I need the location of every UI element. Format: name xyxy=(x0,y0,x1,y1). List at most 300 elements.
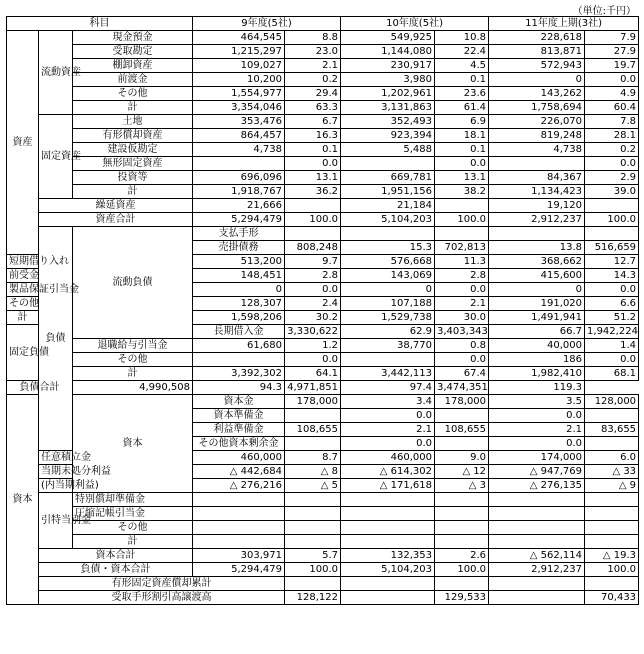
ratio-cell: 14.3 xyxy=(585,269,639,283)
ratio-cell: 23.0 xyxy=(285,45,341,59)
ratio-cell: 8.7 xyxy=(285,451,341,465)
amount-cell: 1,215,297 xyxy=(193,45,285,59)
ratio-cell: 13.1 xyxy=(435,171,489,185)
row-rs1 xyxy=(7,493,639,507)
ratio-cell xyxy=(585,493,639,507)
amount-cell: 513,200 xyxy=(193,255,285,269)
amount-cell: △ 171,618 xyxy=(341,479,435,493)
amount-cell xyxy=(585,409,639,423)
amount-cell: 10,200 xyxy=(193,73,285,87)
row-label: その他 xyxy=(7,297,39,311)
amount-cell: 1,529,738 xyxy=(341,311,435,325)
ratio-cell: 100.0 xyxy=(435,213,489,227)
amount-cell xyxy=(193,535,285,549)
amount-cell: 1,554,977 xyxy=(193,87,285,101)
amount-cell: 109,027 xyxy=(193,59,285,73)
ratio-cell: △ 5 xyxy=(285,479,341,493)
ratio-cell: 13.1 xyxy=(285,171,341,185)
row-label: 投資等 xyxy=(73,171,193,185)
ratio-cell xyxy=(285,521,341,535)
amount-cell: 5,104,203 xyxy=(341,213,435,227)
ratio-cell: 15.3 xyxy=(341,241,435,255)
amount-cell: 84,367 xyxy=(489,171,585,185)
group-fixed_assets: 固定資産 xyxy=(39,115,73,199)
amount-cell: 2,912,237 xyxy=(489,213,585,227)
amount-cell xyxy=(285,227,341,241)
row-label: 現金預金 xyxy=(73,31,193,45)
ratio-cell: 6.6 xyxy=(585,297,639,311)
row-label: 前受金 xyxy=(7,269,39,283)
amount-cell: 549,925 xyxy=(341,31,435,45)
ratio-cell: 18.1 xyxy=(435,129,489,143)
header-row xyxy=(7,17,639,31)
amount-cell: 3,474,351 xyxy=(435,381,489,395)
ratio-cell: 6.9 xyxy=(435,115,489,129)
ratio-cell: 13.8 xyxy=(489,241,585,255)
ratio-cell: 0.0 xyxy=(435,283,489,297)
group-capital_section: 資本 xyxy=(7,395,39,605)
ratio-cell: △ 3 xyxy=(435,479,489,493)
ratio-cell xyxy=(285,535,341,549)
ratio-cell: 0.0 xyxy=(585,73,639,87)
ratio-cell: 62.9 xyxy=(341,325,435,339)
ratio-cell: 0.0 xyxy=(585,157,639,171)
ratio-cell: 12.7 xyxy=(585,255,639,269)
ratio-cell xyxy=(435,521,489,535)
amount-cell: 38,770 xyxy=(341,339,435,353)
amount-cell: 107,188 xyxy=(341,297,435,311)
ratio-cell: 23.6 xyxy=(435,87,489,101)
amount-cell: 5,488 xyxy=(341,143,435,157)
amount-cell: 1,202,961 xyxy=(341,87,435,101)
amount-cell xyxy=(193,507,285,521)
ratio-cell: 0.1 xyxy=(285,143,341,157)
amount-cell xyxy=(489,535,585,549)
amount-cell: 1,918,767 xyxy=(193,185,285,199)
amount-cell xyxy=(285,437,341,451)
amount-cell xyxy=(435,409,489,423)
row-cp1 xyxy=(7,395,639,409)
ratio-cell: 61.4 xyxy=(435,101,489,115)
row-def xyxy=(7,199,639,213)
ratio-cell: 5.7 xyxy=(285,549,341,563)
row-label: 圧縮記帳引当金 xyxy=(73,507,193,521)
row-label: 土地 xyxy=(73,115,193,129)
ratio-cell: 100.0 xyxy=(585,213,639,227)
amount-cell: 5,294,479 xyxy=(193,563,285,577)
row-fa4 xyxy=(7,157,639,171)
amount-cell xyxy=(585,227,639,241)
amount-cell: 3,980 xyxy=(341,73,435,87)
ratio-cell: 0.0 xyxy=(341,409,435,423)
amount-cell: 516,659 xyxy=(585,241,639,255)
amount-cell: 178,000 xyxy=(435,395,489,409)
amount-cell xyxy=(285,577,341,591)
ratio-cell: 4.9 xyxy=(585,87,639,101)
row-label: 受取勘定 xyxy=(73,45,193,59)
amount-cell: 108,655 xyxy=(435,423,489,437)
amount-cell xyxy=(193,157,285,171)
row-label: 受取手形割引高譲渡高 xyxy=(39,591,285,605)
ratio-cell xyxy=(341,591,435,605)
ratio-cell: 0.0 xyxy=(285,157,341,171)
ratio-cell: 38.2 xyxy=(435,185,489,199)
ratio-cell xyxy=(489,227,585,241)
ratio-cell: 100.0 xyxy=(435,563,489,577)
ratio-cell xyxy=(585,507,639,521)
ratio-cell xyxy=(489,591,585,605)
ratio-cell xyxy=(585,199,639,213)
ratio-cell: 63.3 xyxy=(285,101,341,115)
amount-cell: 0 xyxy=(489,283,585,297)
group-assets: 資産 xyxy=(7,31,39,255)
amount-cell: 174,000 xyxy=(489,451,585,465)
ratio-cell: △ 9 xyxy=(585,479,639,493)
amount-cell: 4,738 xyxy=(193,143,285,157)
amount-cell: 0 xyxy=(489,73,585,87)
group-reserves: 引特当別金 xyxy=(39,493,73,549)
amount-cell: 572,943 xyxy=(489,59,585,73)
amount-cell xyxy=(585,577,639,591)
row-label: その他 xyxy=(73,87,193,101)
balance-sheet-table xyxy=(6,16,639,605)
row-label: 退職給与引当金 xyxy=(73,339,193,353)
ratio-cell: 2.9 xyxy=(585,171,639,185)
amount-cell: △ 562,114 xyxy=(489,549,585,563)
amount-cell: 19,120 xyxy=(489,199,585,213)
amount-cell: 40,000 xyxy=(489,339,585,353)
amount-cell: 5,104,203 xyxy=(341,563,435,577)
amount-cell: 415,600 xyxy=(489,269,585,283)
amount-cell xyxy=(489,493,585,507)
ratio-cell xyxy=(285,199,341,213)
amount-cell: 576,668 xyxy=(341,255,435,269)
row-label: その他 xyxy=(73,521,193,535)
amount-cell xyxy=(489,507,585,521)
ratio-cell: △ 12 xyxy=(435,465,489,479)
ratio-cell: 67.4 xyxy=(435,367,489,381)
ratio-cell xyxy=(585,535,639,549)
ratio-cell: 7.9 xyxy=(585,31,639,45)
ratio-cell: 9.7 xyxy=(285,255,341,269)
ratio-cell: 0.0 xyxy=(285,353,341,367)
row-rs3 xyxy=(7,521,639,535)
ratio-cell: 11.3 xyxy=(435,255,489,269)
amount-cell: 1,942,224 xyxy=(585,325,639,339)
row-cl1 xyxy=(7,227,639,241)
row-label: 任意積立金 xyxy=(39,451,73,465)
ratio-cell: 94.3 xyxy=(193,381,285,395)
group-fixed_liab: 固定負債 xyxy=(7,325,39,381)
amount-cell: 228,618 xyxy=(489,31,585,45)
amount-cell xyxy=(341,157,435,171)
ratio-cell: 64.1 xyxy=(285,367,341,381)
amount-cell: 128,000 xyxy=(585,395,639,409)
ratio-cell: 0.0 xyxy=(435,157,489,171)
group-current_assets: 流動資産 xyxy=(39,31,73,115)
row-label: 計 xyxy=(73,367,193,381)
row-label: 製品保証引当金 xyxy=(7,283,39,297)
ratio-cell: 0.8 xyxy=(435,339,489,353)
amount-cell: 3,403,343 xyxy=(435,325,489,339)
amount-cell: 464,545 xyxy=(193,31,285,45)
ratio-cell: 0.0 xyxy=(489,409,585,423)
ratio-cell: 27.9 xyxy=(585,45,639,59)
row-fl2 xyxy=(7,339,639,353)
amount-cell xyxy=(341,353,435,367)
ratio-cell: 0.0 xyxy=(435,353,489,367)
ratio-cell: △ 19.3 xyxy=(585,549,639,563)
amount-cell: △ 442,684 xyxy=(193,465,285,479)
amount-cell: 226,070 xyxy=(489,115,585,129)
amount-cell: △ 614,302 xyxy=(341,465,435,479)
ratio-cell xyxy=(489,577,585,591)
amount-cell xyxy=(285,409,341,423)
row-fa2 xyxy=(7,129,639,143)
ratio-cell: 3.4 xyxy=(341,395,435,409)
amount-cell: 108,655 xyxy=(285,423,341,437)
ratio-cell: 2.1 xyxy=(435,297,489,311)
row-label: 支払手形 xyxy=(193,227,285,241)
header-item: 科目 xyxy=(7,17,193,31)
ratio-cell: 19.7 xyxy=(585,59,639,73)
amount-cell: 3,392,302 xyxy=(193,367,285,381)
group-liabilities: 負債 xyxy=(39,227,73,451)
row-tlc xyxy=(7,563,639,577)
row-label: 無形固定資産 xyxy=(73,157,193,171)
row-label: 前渡金 xyxy=(73,73,193,87)
row-ca1 xyxy=(7,31,639,45)
amount-cell xyxy=(193,521,285,535)
ratio-cell: 100.0 xyxy=(585,563,639,577)
amount-cell: 696,096 xyxy=(193,171,285,185)
ratio-cell xyxy=(285,493,341,507)
row-label: 資本金 xyxy=(193,395,285,409)
amount-cell: 368,662 xyxy=(489,255,585,269)
ratio-cell: 0.0 xyxy=(285,283,341,297)
amount-cell xyxy=(341,507,435,521)
row-fa3 xyxy=(7,143,639,157)
amount-cell: 83,655 xyxy=(585,423,639,437)
row-ca6 xyxy=(7,101,639,115)
amount-cell: △ 276,135 xyxy=(489,479,585,493)
ratio-cell: 2.8 xyxy=(285,269,341,283)
ratio-cell xyxy=(341,227,435,241)
group-current_liab: 流動負債 xyxy=(73,227,193,339)
row-label: 有形償却資産 xyxy=(73,129,193,143)
row-label: 負債合計 xyxy=(7,381,73,395)
amount-cell: 303,971 xyxy=(193,549,285,563)
amount-cell: 702,813 xyxy=(435,241,489,255)
ratio-cell: 8.8 xyxy=(285,31,341,45)
ratio-cell: 2.6 xyxy=(435,549,489,563)
unit-note: （単位:千円） xyxy=(572,6,636,17)
amount-cell xyxy=(193,493,285,507)
amount-cell: 1,951,156 xyxy=(341,185,435,199)
row-label: 繰延資産 xyxy=(39,199,193,213)
amount-cell: 129,533 xyxy=(435,591,489,605)
ratio-cell xyxy=(435,493,489,507)
amount-cell: 21,666 xyxy=(193,199,285,213)
amount-cell: 1,598,206 xyxy=(193,311,285,325)
amount-cell: 1,982,410 xyxy=(489,367,585,381)
amount-cell: 61,680 xyxy=(193,339,285,353)
amount-cell: 132,353 xyxy=(341,549,435,563)
ratio-cell: 119.3 xyxy=(489,381,585,395)
row-label: 当期未処分利益 xyxy=(39,465,73,479)
row-ca2 xyxy=(7,45,639,59)
ratio-cell: 4.5 xyxy=(435,59,489,73)
amount-cell: 230,917 xyxy=(341,59,435,73)
ratio-cell: 100.0 xyxy=(285,563,341,577)
ratio-cell: 68.1 xyxy=(585,367,639,381)
ratio-cell: 51.2 xyxy=(585,311,639,325)
amount-cell: △ 276,216 xyxy=(193,479,285,493)
row-tasset xyxy=(7,213,639,227)
amount-cell: 352,493 xyxy=(341,115,435,129)
ratio-cell: 30.0 xyxy=(435,311,489,325)
amount-cell xyxy=(489,521,585,535)
amount-cell: 819,248 xyxy=(489,129,585,143)
row-ca5 xyxy=(7,87,639,101)
amount-cell: 21,184 xyxy=(341,199,435,213)
ratio-cell xyxy=(435,199,489,213)
amount-cell: 3,330,622 xyxy=(285,325,341,339)
row-label: 計 xyxy=(73,101,193,115)
row-label: 計 xyxy=(73,535,193,549)
amount-cell xyxy=(489,157,585,171)
amount-cell xyxy=(341,493,435,507)
row-ca4 xyxy=(7,73,639,87)
row-label: 利益準備金 xyxy=(193,423,285,437)
amount-cell xyxy=(193,353,285,367)
ratio-cell: △ 8 xyxy=(285,465,341,479)
row-fa6 xyxy=(7,185,639,199)
row-label: 有形固定資産償却累計 xyxy=(39,577,285,591)
ratio-cell xyxy=(285,507,341,521)
row-fa5 xyxy=(7,171,639,185)
row-label: 資本合計 xyxy=(39,549,193,563)
row-disc xyxy=(7,591,639,605)
ratio-cell xyxy=(435,507,489,521)
row-tliab xyxy=(7,381,639,395)
amount-cell xyxy=(341,535,435,549)
amount-cell: 460,000 xyxy=(341,451,435,465)
ratio-cell: 0.0 xyxy=(585,353,639,367)
amount-cell: 1,758,694 xyxy=(489,101,585,115)
ratio-cell xyxy=(585,521,639,535)
ratio-cell: 6.7 xyxy=(285,115,341,129)
row-fl4 xyxy=(7,367,639,381)
ratio-cell: 0.0 xyxy=(585,283,639,297)
amount-cell: 813,871 xyxy=(489,45,585,59)
ratio-cell: 100.0 xyxy=(285,213,341,227)
amount-cell: 128,307 xyxy=(193,297,285,311)
ratio-cell: 0.2 xyxy=(585,143,639,157)
amount-cell: 148,451 xyxy=(193,269,285,283)
row-cp6 xyxy=(7,465,639,479)
row-label: 資本準備金 xyxy=(193,409,285,423)
amount-cell: 0 xyxy=(193,283,285,297)
amount-cell: 3,442,113 xyxy=(341,367,435,381)
ratio-cell: 66.7 xyxy=(489,325,585,339)
ratio-cell: 2.8 xyxy=(435,269,489,283)
ratio-cell: 2.4 xyxy=(285,297,341,311)
header-period-3: 11年度上期(3社) xyxy=(489,17,639,31)
ratio-cell: 1.2 xyxy=(285,339,341,353)
ratio-cell: 3.5 xyxy=(489,395,585,409)
amount-cell: 1,134,423 xyxy=(489,185,585,199)
row-rs4 xyxy=(7,535,639,549)
amount-cell: 864,457 xyxy=(193,129,285,143)
amount-cell: 186 xyxy=(489,353,585,367)
ratio-cell: 7.8 xyxy=(585,115,639,129)
ratio-cell: 2.1 xyxy=(285,59,341,73)
amount-cell: 5,294,479 xyxy=(193,213,285,227)
row-label: 建設仮勘定 xyxy=(73,143,193,157)
amount-cell: 143,262 xyxy=(489,87,585,101)
row-label: 短期借り入れ xyxy=(7,255,39,269)
amount-cell: 0 xyxy=(341,283,435,297)
amount-cell: △ 947,769 xyxy=(489,465,585,479)
row-label: その他 xyxy=(73,353,193,367)
ratio-cell: 0.0 xyxy=(489,437,585,451)
amount-cell: 669,781 xyxy=(341,171,435,185)
ratio-cell: 16.3 xyxy=(285,129,341,143)
ratio-cell: 6.0 xyxy=(585,451,639,465)
row-fl3 xyxy=(7,353,639,367)
ratio-cell: 2.1 xyxy=(341,423,435,437)
ratio-cell: 29.4 xyxy=(285,87,341,101)
row-ca3 xyxy=(7,59,639,73)
amount-cell xyxy=(435,577,489,591)
ratio-cell xyxy=(341,577,435,591)
amount-cell xyxy=(585,437,639,451)
amount-cell: 2,912,237 xyxy=(489,563,585,577)
row-label: 負債・資本合計 xyxy=(39,563,193,577)
ratio-cell: 28.1 xyxy=(585,129,639,143)
amount-cell: 3,131,863 xyxy=(341,101,435,115)
amount-cell: 178,000 xyxy=(285,395,341,409)
ratio-cell: 30.2 xyxy=(285,311,341,325)
row-label: 売掛債務 xyxy=(193,241,285,255)
row-label: 計 xyxy=(7,311,39,325)
row-label: (内当期利益) xyxy=(39,479,73,493)
ratio-cell: 10.8 xyxy=(435,31,489,45)
header-period-2: 10年度(5社) xyxy=(341,17,489,31)
amount-cell: 353,476 xyxy=(193,115,285,129)
amount-cell: 128,122 xyxy=(285,591,341,605)
amount-cell: 3,354,046 xyxy=(193,101,285,115)
amount-cell: 143,069 xyxy=(341,269,435,283)
header-period-1: 9年度(5社) xyxy=(193,17,341,31)
amount-cell: 923,394 xyxy=(341,129,435,143)
amount-cell: 808,248 xyxy=(285,241,341,255)
ratio-cell: 0.0 xyxy=(341,437,435,451)
ratio-cell: 60.4 xyxy=(585,101,639,115)
amount-cell: 1,491,941 xyxy=(489,311,585,325)
amount-cell: 4,738 xyxy=(489,143,585,157)
row-label: 特別償却準備金 xyxy=(73,493,193,507)
amount-cell: 4,971,851 xyxy=(285,381,341,395)
amount-cell: 191,020 xyxy=(489,297,585,311)
ratio-cell: 0.1 xyxy=(435,143,489,157)
row-label: 計 xyxy=(73,185,193,199)
row-fa1 xyxy=(7,115,639,129)
amount-cell xyxy=(435,227,489,241)
ratio-cell: 36.2 xyxy=(285,185,341,199)
row-label: その他資本剰余金 xyxy=(193,437,285,451)
